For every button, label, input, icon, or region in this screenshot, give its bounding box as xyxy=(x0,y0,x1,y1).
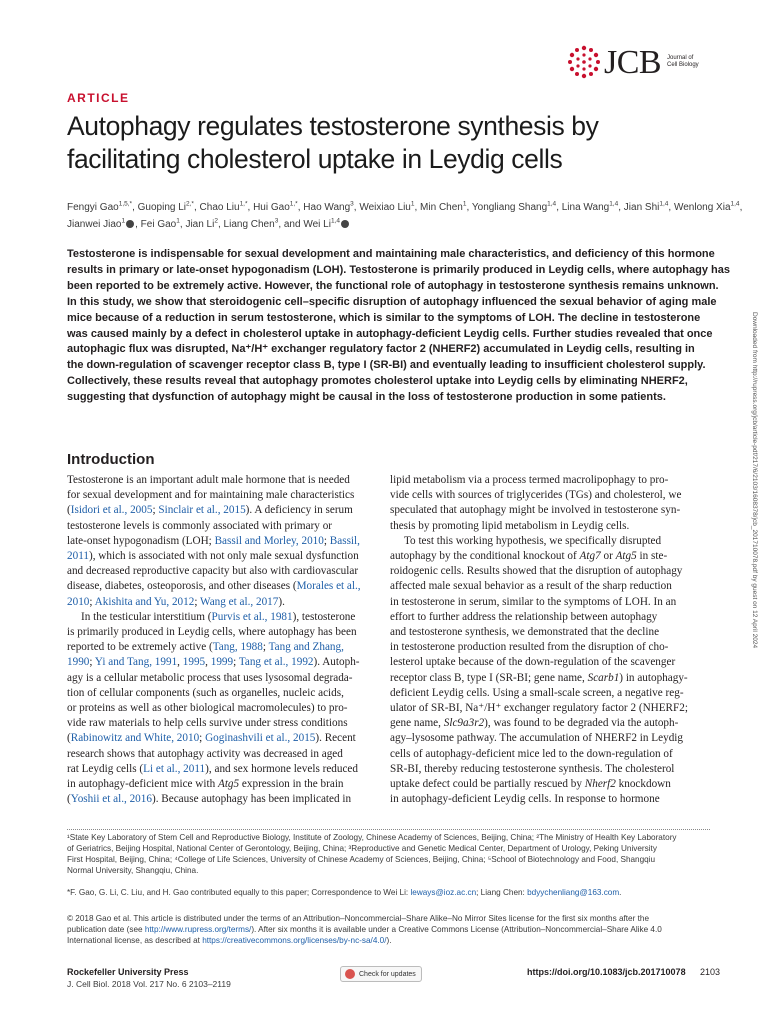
license-footnote: © 2018 Gao et al. This article is distributed under the terms of an Attribution–Noncommercial–Share Alike–No Mirror Sites license for the first six months after the publication date (see http://www.rupress.org/terms/). After six months it is available under a Creative Commons License (Attribution–Noncommercial–Share Alike 4.0 International license, as described at https://creativecommons.org/licenses/by-nc-sa/4.0/). xyxy=(67,914,662,945)
body-text: ( xyxy=(67,732,71,745)
download-notice: Downloaded from http://rupress.org/jcb/article-pdf/217/6/2103/1608378/jcb_201710078.pdf by guest on 12 April 2024 xyxy=(751,312,758,649)
author-line: Fengyi Gao$^{1,5,*}$, Guoping $Li^{2,*}$, Chao Liu$^{1,*}$, Hui Gao$^{1,*}$, Hao Wang$^3$, Weixiao Liu$^1$, Min Chen$^1$, Yongliang Shang$^{1,4}$, Lina Wang$^{1,4}$, Jian Shi$^{1,4}$, Wenlong Xia$^{1,4}$, xyxy=(67,200,743,213)
body-text: ( xyxy=(67,504,71,517)
body-text: reported to be extremely active ( xyxy=(67,641,213,654)
author-name: Hui Gao xyxy=(253,202,290,213)
update-badge-icon xyxy=(345,969,355,979)
citation-link[interactable]: 1990 xyxy=(67,656,90,669)
body-text: ; xyxy=(199,732,206,745)
citation-link[interactable]: 2011 xyxy=(67,550,89,563)
body-text: , xyxy=(205,656,211,669)
author-name: Lina Wang xyxy=(561,202,610,213)
body-text: receptor class B, type I (SR-BI; gene name, xyxy=(390,671,588,684)
body-text: in autophagy-deficient mice with xyxy=(67,778,218,791)
body-text: and testosterone synthesis, we demonstrated that the decline xyxy=(390,626,660,639)
body-text: research shows that autophagy activity was decreased in aged xyxy=(67,747,343,760)
body-text: in testosterone in serum, similar to the symptoms of LOH. In an xyxy=(390,595,677,608)
check-for-updates-button[interactable] xyxy=(340,966,422,982)
body-text-line xyxy=(67,671,380,686)
citation-link[interactable]: Morales et al., xyxy=(296,580,361,593)
citation-link[interactable]: 2010 xyxy=(67,595,90,608)
abstract-line: mice because of a reduction in serum testosterone, which is similar to the symptoms of LOH. The decline in testosterone xyxy=(67,311,701,324)
body-text-line xyxy=(67,610,380,625)
body-text: for sexual development and for maintaining male characteristics xyxy=(67,489,355,502)
article-type-label: ARTICLE xyxy=(67,91,130,105)
body-text: agy is a cellular metabolic process that uses lysosomal degrada- xyxy=(67,671,353,684)
gene-name: Scarb1 xyxy=(587,671,620,684)
body-text: ) in autophagy- xyxy=(619,671,688,684)
body-text-line xyxy=(390,610,703,625)
body-text: ). xyxy=(278,595,285,608)
body-text-line xyxy=(67,534,380,549)
body-text: in autophagy-deficient Leydig cells. In response to hormone xyxy=(390,793,660,806)
body-text-line xyxy=(67,716,380,731)
citation-link[interactable]: Bassil, xyxy=(329,534,360,547)
body-text: ; xyxy=(323,534,330,547)
author-affiliation-marker: 1,4 xyxy=(659,200,669,208)
body-column-right xyxy=(390,473,703,807)
body-text: ( xyxy=(67,793,71,806)
body-text: ). Autoph- xyxy=(313,656,360,669)
body-text-line xyxy=(67,731,380,746)
rupress-terms-link[interactable]: http://www.rupress.org/terms/ xyxy=(144,925,252,934)
gene-name: Nherf2 xyxy=(584,778,616,791)
author-affiliation-marker: 1,4 xyxy=(730,200,740,208)
citation-link[interactable]: Li et al., 2011 xyxy=(143,762,206,775)
body-text-line xyxy=(390,503,703,518)
body-text: ), was found to be degraded via the autoph- xyxy=(484,717,679,730)
author-affiliation-marker: 2 xyxy=(214,217,218,225)
body-text-line xyxy=(390,716,703,731)
body-text-line xyxy=(390,762,703,777)
journal-citation: J. Cell Biol. 2018 Vol. 217 No. 6 2103–2119 xyxy=(67,979,231,989)
footnote-divider xyxy=(67,829,710,830)
body-text-line xyxy=(390,549,703,564)
body-text-line xyxy=(390,534,703,549)
citation-link[interactable]: Isidori et al., 2005 xyxy=(70,504,153,517)
body-text-line xyxy=(390,640,703,655)
body-text: in testosterone production resulted from the disruption of cho- xyxy=(390,641,669,654)
author-affiliation-marker: 1,* xyxy=(239,200,248,208)
body-text-line xyxy=(390,655,703,670)
check-for-updates-label: Check for updates xyxy=(359,970,416,978)
body-text: lesterol uptake because of the down-regulation of the scavenger xyxy=(390,656,676,669)
body-text: ulator of SR-BI, Na⁺/H⁺ exchanger regulatory factor 2 (NHERF2; xyxy=(390,702,688,715)
citation-link[interactable]: Yoshii et al., 2016 xyxy=(70,793,152,806)
body-text-line xyxy=(67,503,380,518)
abstract-line: the down-regulation of scavenger receptor class B, type I (SR-BI) and eventually leading to insufficient cholesterol supply. xyxy=(67,359,706,372)
body-text: ). Recent xyxy=(315,732,356,745)
abstract-line: results in primary or late-onset hypogonadism (LOH). Testosterone is primarily produced in Leydig cells, where autophagy has xyxy=(67,263,730,276)
body-text-line xyxy=(67,701,380,716)
citation-link[interactable]: Purvis et al., 1981 xyxy=(211,610,293,623)
author-name: Yongliang Shang xyxy=(471,202,548,213)
citation-link[interactable]: Bassil and Morley, 2010 xyxy=(214,534,324,547)
body-text-line xyxy=(67,640,380,655)
author-name: Guoping Li xyxy=(137,202,187,213)
body-text: Testosterone is an important adult male hormone that is needed xyxy=(67,474,350,486)
author-name: Min Chen xyxy=(420,202,463,213)
body-text-line xyxy=(390,625,703,640)
body-text: thesis by promoting lipid metabolism in Leydig cells. xyxy=(390,519,630,532)
body-text: In the testicular interstitium ( xyxy=(81,610,212,623)
body-text: and decreased reproductive capacity but also with cardiovascular xyxy=(67,565,359,578)
body-text: tion of cellular components (such as organelles, nucleic acids, xyxy=(67,686,344,699)
journal-name: Journal of Cell Biology xyxy=(667,55,699,68)
citation-link[interactable]: 1995 xyxy=(182,656,206,669)
citation-link[interactable]: Yi and Tang, 1991 xyxy=(94,656,178,669)
author-name: Jian Shi xyxy=(623,202,660,213)
author-name: Wei Li xyxy=(303,219,331,230)
body-text: cells of autophagy-deficient mice led to the down-regulation of xyxy=(390,747,673,760)
author-affiliation-marker: 1,4 xyxy=(330,217,340,225)
author-affiliation-marker: 1,4 xyxy=(547,200,557,208)
body-text: knockdown xyxy=(615,778,671,791)
doi-link[interactable]: https://doi.org/10.1083/jcb.201710078 xyxy=(527,967,686,977)
abstract-line: autophagic flux was disrupted, Na⁺/H⁺ exchanger regulatory factor 2 (NHERF2) accumulated in Leydig cells, resulting in xyxy=(67,343,695,356)
body-text: To test this working hypothesis, we specifically disrupted xyxy=(404,534,662,547)
body-text-line xyxy=(390,731,703,746)
citation-link[interactable]: Sinclair et al., 2015 xyxy=(158,504,246,517)
body-text-line xyxy=(390,579,703,594)
body-text: ). A deficiency in serum xyxy=(245,504,353,517)
body-text: vide cells with sources of triglycerides (TGs) and cholesterol, we xyxy=(390,489,682,502)
author-name: Hao Wang xyxy=(303,202,351,213)
body-text: in ste- xyxy=(636,550,668,563)
citation-link[interactable]: Akishita and Yu, 2012 xyxy=(94,595,195,608)
body-text: deficient Leydig cells. Using a small-scale screen, a negative reg- xyxy=(390,686,684,699)
gene-name: Atg7 xyxy=(579,550,601,563)
body-text-line xyxy=(390,747,703,762)
body-text: speculated that autophagy might be involved in testosterone syn- xyxy=(390,504,681,517)
body-text-line xyxy=(67,564,380,579)
body-text-line xyxy=(67,747,380,762)
author-affiliation-marker: 1 xyxy=(121,217,126,225)
body-text: effort to further address the relationship between autophagy xyxy=(390,610,658,623)
body-text: vide raw materials to help cells survive under stress conditions xyxy=(67,717,348,730)
body-text-line xyxy=(67,549,380,564)
body-text-line xyxy=(390,792,703,807)
body-text: autophagy by the conditional knockout of xyxy=(390,550,580,563)
author-name: Jian Li xyxy=(185,219,215,230)
body-text-line xyxy=(67,519,380,534)
author-affiliation-marker: 1,5,* xyxy=(118,200,133,208)
body-text-line xyxy=(67,595,380,610)
author-affiliation-marker: 1 xyxy=(462,200,467,208)
body-text-line xyxy=(390,473,703,488)
body-text: testosterone levels is commonly associated with primary or xyxy=(67,519,333,532)
author-affiliation-marker: 1,* xyxy=(289,200,298,208)
body-text-line xyxy=(67,625,380,640)
body-text: affected male sexual behavior as a result of the sharp reduction xyxy=(390,580,672,593)
abstract xyxy=(67,247,730,406)
body-text-line xyxy=(67,686,380,701)
body-text: roidogenic cells. Results showed that the disruption of autophagy xyxy=(390,565,683,578)
citation-link[interactable]: Wang et al., 2017 xyxy=(200,595,279,608)
article-title: Autophagy regulates testosterone synthesis by facilitating cholesterol uptake in Leydig cells xyxy=(67,111,599,174)
body-text: ), and sex hormone levels reduced xyxy=(205,762,358,775)
body-text: or proteins as well as other biological macromolecules) to pro- xyxy=(67,702,348,715)
body-text: or xyxy=(600,550,616,563)
author-affiliation-marker: 3 xyxy=(350,200,354,208)
author-name: Wenlong Xia xyxy=(673,202,731,213)
abstract-line: In this study, we show that steroidogenic cell–specific disruption of autophagy influenced the sexual behavior of aging male xyxy=(67,295,717,308)
body-text: ; xyxy=(233,656,239,669)
body-text: ), testosterone xyxy=(292,610,356,623)
page-number: 2103 xyxy=(700,967,721,977)
author-name: Liang Chen xyxy=(223,219,275,230)
body-text-line xyxy=(67,777,380,792)
citation-link[interactable]: Tang et al., 1992 xyxy=(238,656,314,669)
creative-commons-link[interactable]: https://creativecommons.org/licenses/by-nc-sa/4.0/ xyxy=(202,936,387,945)
abstract-line: been reported to be extremely active. However, the functional role of autophagy in testosterone synthesis remains unknown. xyxy=(67,279,719,292)
citation-link[interactable]: Tang, 1988 xyxy=(212,641,263,654)
body-text: ; xyxy=(262,641,269,654)
body-text-line xyxy=(67,579,380,594)
abstract-line: Collectively, these results reveal that autophagy promotes cholesterol uptake into Leydig cells by eliminating NHERF2, xyxy=(67,375,688,388)
journal-abbreviation: JCB xyxy=(604,44,662,81)
author-affiliation-marker: 2,* xyxy=(186,200,194,208)
abstract-line: suggesting that dysfunction of autophagy might be causal in the loss of testosterone production in some patients. xyxy=(67,391,666,404)
gene-name: Atg5 xyxy=(217,778,240,791)
body-text-line xyxy=(390,564,703,579)
body-text-line xyxy=(390,519,703,534)
citation-link[interactable]: Rabinowitz and White, 2010 xyxy=(70,732,200,745)
body-column-left xyxy=(67,473,380,807)
author-affiliation-marker: 1,4 xyxy=(609,200,619,208)
citation-link[interactable]: Tang and Zhang, xyxy=(268,641,344,654)
author-name: Weixiao Liu xyxy=(359,202,411,213)
body-text-line xyxy=(390,686,703,701)
body-text-line xyxy=(390,671,703,686)
author-list xyxy=(67,199,743,233)
body-text: ; xyxy=(152,504,159,517)
body-text-line xyxy=(390,701,703,716)
body-text-line xyxy=(67,488,380,503)
body-text: ), which is associated with not only male sexual dysfunction xyxy=(88,550,359,563)
body-text: ). Because autophagy has been implicated in xyxy=(151,793,352,806)
body-text: is primarily produced in Leydig cells, where autophagy has been xyxy=(67,626,357,639)
gene-name: Slc9a3r2 xyxy=(443,717,485,730)
author-line: Jianwei Jiao$^1$ , Fei Gao$^1$, Jian Li$^2$, Liang Chen$^3$, and Wei Li$^{1,4}$ xyxy=(67,216,707,233)
citation-link[interactable]: Goginashvili et al., 2015 xyxy=(205,732,316,745)
body-text: , xyxy=(177,656,183,669)
contribution-footnote: *F. Gao, G. Li, C. Liu, and H. Gao contributed equally to this paper; Correspondence to Wei Li: leways@ioz.ac.cn; Liang Chen: bdyychenliang@163.com. xyxy=(67,888,622,897)
body-text-line xyxy=(390,595,703,610)
body-text: expression in the brain xyxy=(239,778,344,791)
body-text-line xyxy=(390,777,703,792)
body-text: gene name, xyxy=(390,717,444,730)
publisher-name: Rockefeller University Press xyxy=(67,967,189,977)
body-text: ; xyxy=(194,595,201,608)
author-name: Fei Gao xyxy=(140,219,177,230)
email-link-liang-chen[interactable]: bdyychenliang@163.com xyxy=(527,888,620,897)
body-text: ; xyxy=(89,656,95,669)
dot-cluster-logo-icon xyxy=(565,44,603,82)
gene-name: Atg5 xyxy=(615,550,637,563)
abstract-line: Testosterone is indispensable for sexual development and maintaining male characteristics, and deficiency of this hormone xyxy=(67,248,715,260)
author-affiliation-marker: 1 xyxy=(176,217,180,225)
body-text: SR-BI, thereby reducing testosterone synthesis. The cholesterol xyxy=(390,762,675,775)
body-text: rat Leydig cells ( xyxy=(67,762,144,775)
author-name: Chao Liu xyxy=(199,202,240,213)
orcid-icon[interactable] xyxy=(126,220,134,228)
body-text: disease, diabetes, osteoporosis, and other diseases ( xyxy=(67,580,297,593)
body-text: lipid metabolism via a process termed macrolipophagy to pro- xyxy=(390,474,669,486)
body-text-line xyxy=(67,655,380,670)
body-text: late-onset hypogonadism (LOH; xyxy=(67,534,215,547)
body-text: agy–lysosome pathway. The accumulation of NHERF2 in Leydig xyxy=(390,732,683,745)
body-text: uptake defect could be partially rescued by xyxy=(390,778,585,791)
citation-link[interactable]: 1999 xyxy=(210,656,234,669)
author-name: Jianwei Jiao xyxy=(67,219,122,230)
orcid-icon[interactable] xyxy=(341,220,349,228)
affiliations-footnote: ¹State Key Laboratory of Stem Cell and Reproductive Biology, Institute of Zoology, Chinese Academy of Sciences, Beijing, China; ²The Ministry of Health Key Laboratory of Geriatrics, Beijing Hospital, National Center of Gerontology, Beijing, China; ³Reproductive and Genetic Medical Center, Department of Urology, Peking University First Hospital, Beijing, China; ⁴College of Life Sciences, University of Chinese Academy of Sciences, Beijing, China; ⁵School of Biotechnology and Food, Shangqiu Normal University, Shangqiu, China. xyxy=(67,833,677,875)
body-text-line xyxy=(67,473,380,488)
abstract-line: was caused mainly by a defect in cholesterol uptake in autophagy-deficient Leydig cells. Further studies revealed that once xyxy=(67,327,713,340)
author-affiliation-marker: 1 xyxy=(410,200,415,208)
body-text: ; xyxy=(89,595,95,608)
body-text-line xyxy=(67,792,380,807)
author-affiliation-marker: 3 xyxy=(274,217,279,225)
email-link-wei-li[interactable]: leways@ioz.ac.cn xyxy=(410,888,477,897)
body-text-line xyxy=(390,488,703,503)
body-text-line xyxy=(67,762,380,777)
section-heading-introduction: Introduction xyxy=(67,451,155,468)
author-name: Fengyi Gao xyxy=(67,202,119,213)
journal-logo xyxy=(565,44,725,84)
